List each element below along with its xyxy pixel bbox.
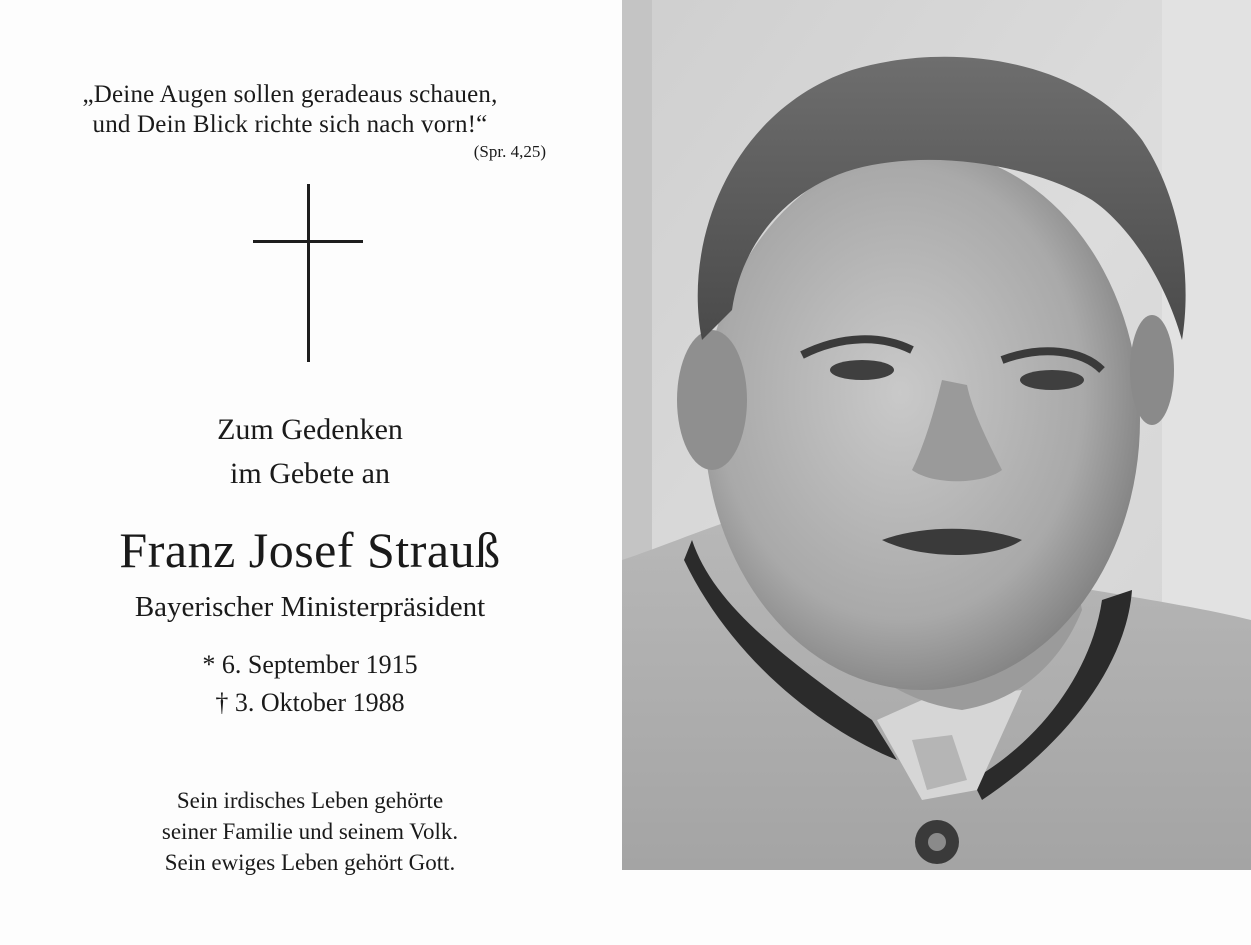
epitaph xyxy=(60,785,560,878)
portrait-photo xyxy=(622,0,1251,870)
quote-line-1: „Deine Augen sollen geradeaus schauen, xyxy=(82,81,498,108)
deceased-title: Bayerischer Ministerpräsident xyxy=(134,591,486,623)
epitaph-line-1: Sein irdisches Leben gehörte xyxy=(176,788,444,813)
epitaph-line-3: Sein ewiges Leben gehört Gott. xyxy=(164,850,456,875)
memorial-line-1: Zum Gedenken xyxy=(217,413,403,446)
birth-date: * 6. September 1915 xyxy=(202,650,418,679)
cross-icon xyxy=(253,184,363,362)
deceased-name: Franz Josef Strauß xyxy=(119,522,501,578)
memorial-line-2: im Gebete an xyxy=(230,457,390,490)
death-date: † 3. Oktober 1988 xyxy=(215,688,405,717)
epitaph-line-2: seiner Familie und seinem Volk. xyxy=(161,819,459,844)
quote-reference: (Spr. 4,25) xyxy=(473,142,546,161)
memorial-heading xyxy=(60,408,560,496)
bible-quote xyxy=(40,80,540,140)
life-dates xyxy=(60,646,560,722)
text-panel xyxy=(0,0,622,945)
quote-line-2: und Dein Blick richte sich nach vorn!“ xyxy=(92,111,488,138)
